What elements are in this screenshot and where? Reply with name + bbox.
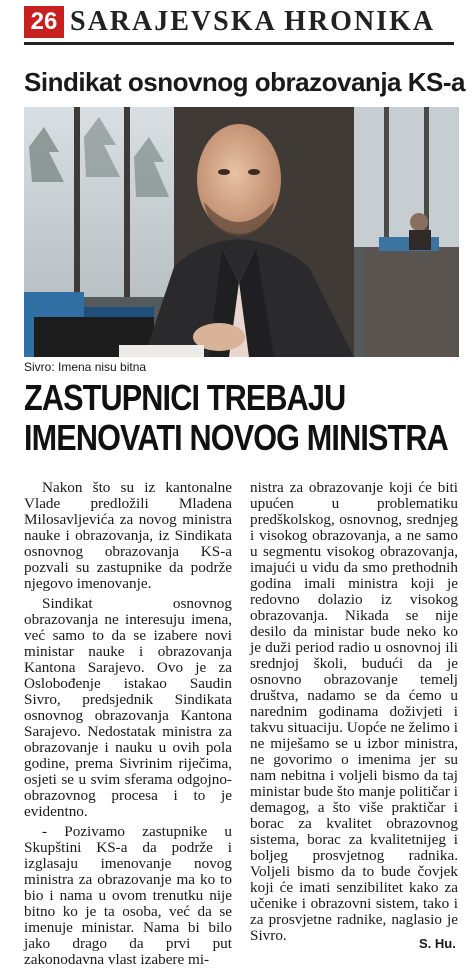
headline-line-2: IMENOVATI NOVOG MINISTRA xyxy=(24,417,448,458)
body-paragraph: nistra za obrazovanje koji će biti upućen u problematiku predškolskog, osnovnog, srednjeg i visokog obrazovanja, a ne samo u segmentu visokog obrazovanja, imajući u vidu da smo prethodnih godina imali ministra koji je redovno dolazio iz visokog obrazovanja. Nikada se nije desilo da ministar bude neko ko je duži period radio u osnovnoj ili srednjoj školi, budući da je osnovno obrazovanje temelj društva, nadamo se da ćemo u narednim godinama doživjeti i takvu situaciju. Uopće ne želimo i ne miješamo se u izbor ministra, ne govorimo o imenima jer su nam nebitna i voljeli bismo da taj ministar bude što manje političar i demagog, a što više praktičar i borac za kvalitet obrazovnog sistema, borac za kvalitetnijeg i boljeg prosvjetnog radnika. Voljeli bismo da to bude čovjek koji će imati senzibilitet kako za učenike i obrazovni sistem, tako i za prosvjetne radnike, naglasio je Sivro. xyxy=(250,479,458,944)
article-headline xyxy=(24,377,448,458)
body-paragraph: - Pozivamo zastupnike u Skupštini KS-a da podrže i izglasaju imenovanje novog ministra za obrazovanje ma ko to bio i nama u ovom trenutku nije bitno ko je ta osoba, već da se imenuje ministar. Nama bi bilo jako drago da prvi put zakonodavna vlast izabere mi- xyxy=(24,823,232,968)
body-paragraph: Nakon što su iz kantonalne Vlade predložili Mladena Milosavljevića za novog ministra nauke i obrazovanja, iz Sindikata osnovnog obrazovanja KS-a pozvali su zastupnike da podrže njegovo imenovanje. xyxy=(24,479,232,592)
article-kicker: Sindikat osnovnog obrazovanja KS-a xyxy=(24,67,465,97)
author-signature: S. Hu. xyxy=(419,936,456,951)
body-column-left xyxy=(24,480,232,972)
page-header xyxy=(0,0,475,48)
header-rule xyxy=(24,42,454,45)
photo-caption: Sivro: Imena nisu bitna xyxy=(24,360,147,374)
body-column-right xyxy=(250,480,458,948)
body-paragraph: Sindikat osnovnog obrazovanja ne interesuju imena, već samo to da se izabere novi ministar nauke i obrazovanja Kantona Sarajevo. Ovo je za Oslobođenje istakao Saudin Sivro, predsjednik Sindikata osnovnog obrazovanja Kantona Sarajevo. Nedostatak ministra za obrazovanje i nauku u ovih pola godine, prema Sivrinim riječima, osjeti se u svim sferama odgojno-obrazovnog procesa i to je evidentno. xyxy=(24,595,232,820)
headline-line-1: ZASTUPNICI TREBAJU xyxy=(24,377,346,418)
article-photo xyxy=(24,107,459,357)
page-number: 26 xyxy=(24,6,64,38)
section-title: SARAJEVSKA HRONIKA xyxy=(70,6,436,37)
photo-illustration xyxy=(24,107,459,357)
